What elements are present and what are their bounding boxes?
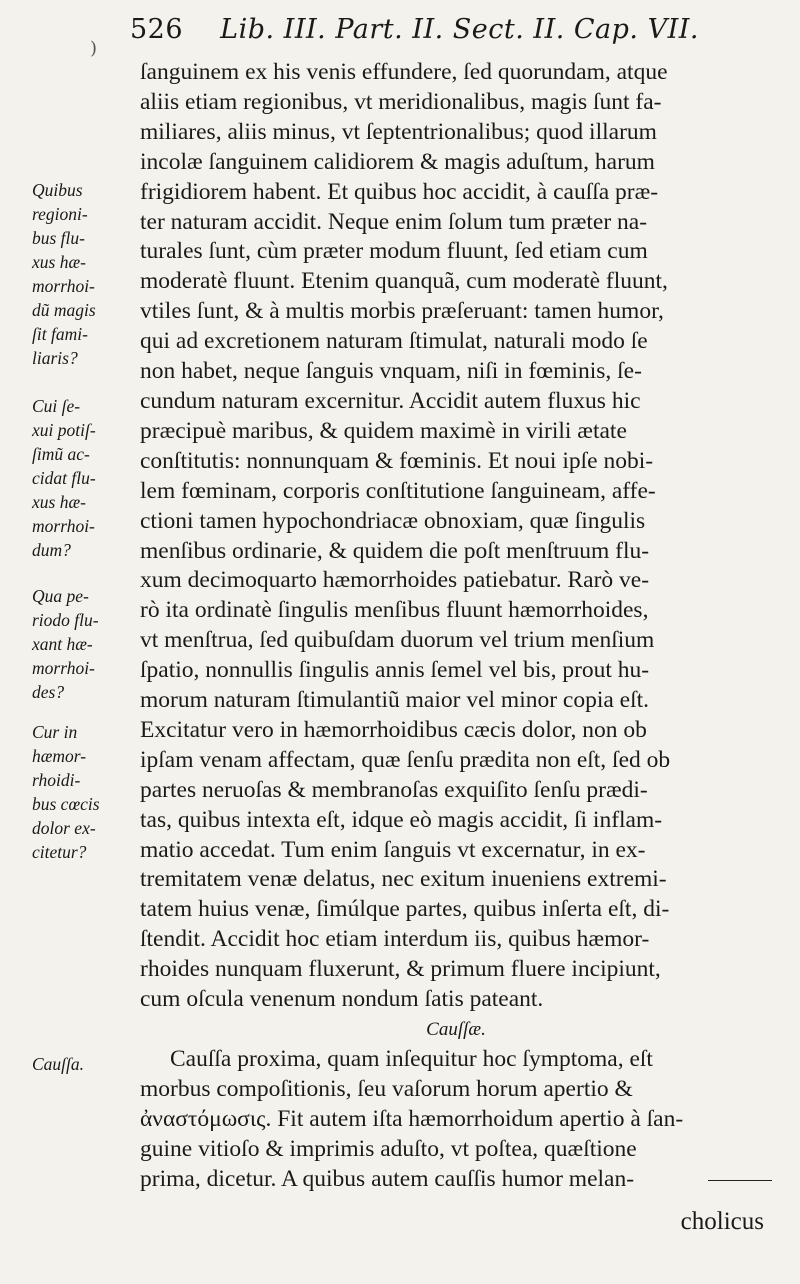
margin-note-line: dum? xyxy=(32,540,71,560)
text-line: tremitatem venæ delatus, nec exitum inueniens extremi- xyxy=(140,866,667,893)
margin-note-line: morrhoi- xyxy=(32,516,95,536)
margin-note-qua-periodo xyxy=(32,584,142,704)
margin-note-line: Qua pe- xyxy=(32,586,89,606)
main-text-block xyxy=(140,58,772,1194)
text-line: ἀναστόμωσις. Fit autem iſta hæmorrhoidum apertio à ſan- xyxy=(140,1105,684,1132)
margin-note-line: Quibus xyxy=(32,180,83,200)
page-number: 526 xyxy=(130,14,184,45)
margin-note-line: morrhoi- xyxy=(32,276,95,296)
text-line: rò ita ordinatè ſingulis menſibus fluunt hæmorrhoides, xyxy=(140,597,649,624)
text-line: incolæ ſanguinem calidiorem & magis aduſtum, harum xyxy=(140,148,655,175)
margin-note-line: liaris? xyxy=(32,348,78,368)
text-line: morum naturam ſtimulantiũ maior vel minor copia eſt. xyxy=(140,687,650,714)
text-line: turales ſunt, cùm præter modum fluunt, ſed etiam cum xyxy=(140,238,648,265)
margin-note-line: ſit fami- xyxy=(32,324,88,344)
margin-note-line: cidat flu- xyxy=(32,468,96,488)
margin-note-line: dolor ex- xyxy=(32,818,96,838)
text-line: xum decimoquarto hæmorrhoides patiebatur. Rarò ve- xyxy=(140,567,650,594)
margin-note-line: riodo flu- xyxy=(32,610,99,630)
running-title: Lib. III. Part. II. Sect. II. Cap. VII. xyxy=(220,14,700,45)
text-line: vtiles ſunt, & à multis morbis præſeruant: tamen humor, xyxy=(140,298,664,325)
text-line: ſanguinem ex his venis effundere, ſed quorundam, atque xyxy=(140,59,668,85)
margin-note-line: regioni- xyxy=(32,204,88,224)
margin-note-line: ſimũ ac- xyxy=(32,444,90,464)
margin-note-line: rhoidi- xyxy=(32,770,81,790)
text-line: menſibus ordinarie, & quidem die poſt menſtruum flu- xyxy=(140,537,650,564)
margin-note-line: xant hæ- xyxy=(32,634,93,654)
margin-note-line: xus hæ- xyxy=(32,252,86,272)
catchword: cholicus xyxy=(680,1208,764,1235)
text-line: prima, dicetur. A quibus autem cauſſis humor melan- xyxy=(140,1165,635,1192)
text-line: præcipuè maribus, & quidem maximè in virili ætate xyxy=(140,417,627,444)
text-line: qui ad excretionem naturam ſtimulat, naturali modo ſe xyxy=(140,328,648,355)
margin-note-line: morrhoi- xyxy=(32,658,95,678)
text-line: morbus compoſitionis, ſeu vaſorum horum apertio & xyxy=(140,1075,633,1102)
margin-note-line: citetur? xyxy=(32,842,87,862)
text-line: vt menſtrua, ſed quibuſdam duorum vel trium menſium xyxy=(140,627,655,654)
margin-note-line: des? xyxy=(32,682,65,702)
margin-note-line: Cur in xyxy=(32,722,78,742)
margin-note-line: Cui ſe- xyxy=(32,396,81,416)
text-line: miliares, aliis minus, vt ſeptentrionalibus; quod illarum xyxy=(140,118,657,145)
text-line: matio accedat. Tum enim ſanguis vt excernatur, in ex- xyxy=(140,836,646,863)
margin-note-caussa xyxy=(32,1052,142,1076)
margin-note-line: dũ magis xyxy=(32,300,96,320)
text-line: cundum naturam excernitur. Accidit autem fluxus hic xyxy=(140,387,641,414)
text-line: partes neruoſas & membranoſas exquiſito ſenſu prædi- xyxy=(140,776,648,803)
text-line: ctioni tamen hypochondriacæ obnoxiam, quæ ſingulis xyxy=(140,507,646,534)
margin-note-line: bus flu- xyxy=(32,228,85,248)
text-line: Cauſſa proxima, quam inſequitur hoc ſymptoma, eſt xyxy=(170,1045,653,1072)
text-line: ter naturam accidit. Neque enim ſolum tum præter na- xyxy=(140,208,648,235)
text-line: frigidiorem habent. Et quibus hoc accidit, à cauſſa præ- xyxy=(140,178,659,205)
running-header xyxy=(130,14,770,45)
text-line: cum oſcula venenum nondum ſatis pateant. xyxy=(140,986,544,1013)
section-heading: Cauſſæ. xyxy=(426,1019,486,1040)
text-line: conſtitutis: nonnunquam & fœminis. Et noui ipſe nobi- xyxy=(140,447,654,474)
margin-note-quibus-regioni xyxy=(32,178,142,370)
text-line: lem fœminam, corporis conſtitutione ſanguineam, affe- xyxy=(140,477,656,504)
text-line: Excitatur vero in hæmorrhoidibus cæcis dolor, non ob xyxy=(140,716,647,743)
margin-note-line: xus hæ- xyxy=(32,492,86,512)
text-line: ipſam venam affectam, quæ ſenſu prædita non eſt, ſed ob xyxy=(140,746,671,773)
margin-note-line: bus cœcis xyxy=(32,794,100,814)
margin-note-line: Cauſſa. xyxy=(32,1054,85,1074)
text-line: rhoides nunquam fluxerunt, & primum fluere incipiunt, xyxy=(140,956,661,983)
margin-note-line: hæmor- xyxy=(32,746,87,766)
text-line: ſpatio, nonnullis ſingulis annis ſemel vel bis, prout hu- xyxy=(140,657,650,684)
text-line: moderatè fluunt. Etenim quanquã, cum moderatè fluunt, xyxy=(140,268,668,295)
catchword-rule xyxy=(708,1180,772,1181)
text-line: tatem huius venæ, ſimúlque partes, quibus inſerta eſt, di- xyxy=(140,896,670,923)
text-line: ſtendit. Accidit hoc etiam interdum iis, quibus hæmor- xyxy=(140,926,650,953)
text-line: tas, quibus intexta eſt, idque eò magis accidit, ſi inflam- xyxy=(140,806,663,833)
text-line: non habet, neque ſanguis vnquam, niſi in fœminis, ſe- xyxy=(140,358,642,385)
stray-mark: ) xyxy=(90,38,98,59)
margin-note-cur-in-hamorrhoidibus xyxy=(32,720,142,864)
margin-note-line: xui potiſ- xyxy=(32,420,96,440)
text-line: guine vitioſo & imprimis aduſto, vt poſtea, quæſtione xyxy=(140,1135,637,1162)
margin-note-cui-sexui xyxy=(32,394,142,562)
text-line: aliis etiam regionibus, vt meridionalibus, magis ſunt fa- xyxy=(140,88,662,115)
